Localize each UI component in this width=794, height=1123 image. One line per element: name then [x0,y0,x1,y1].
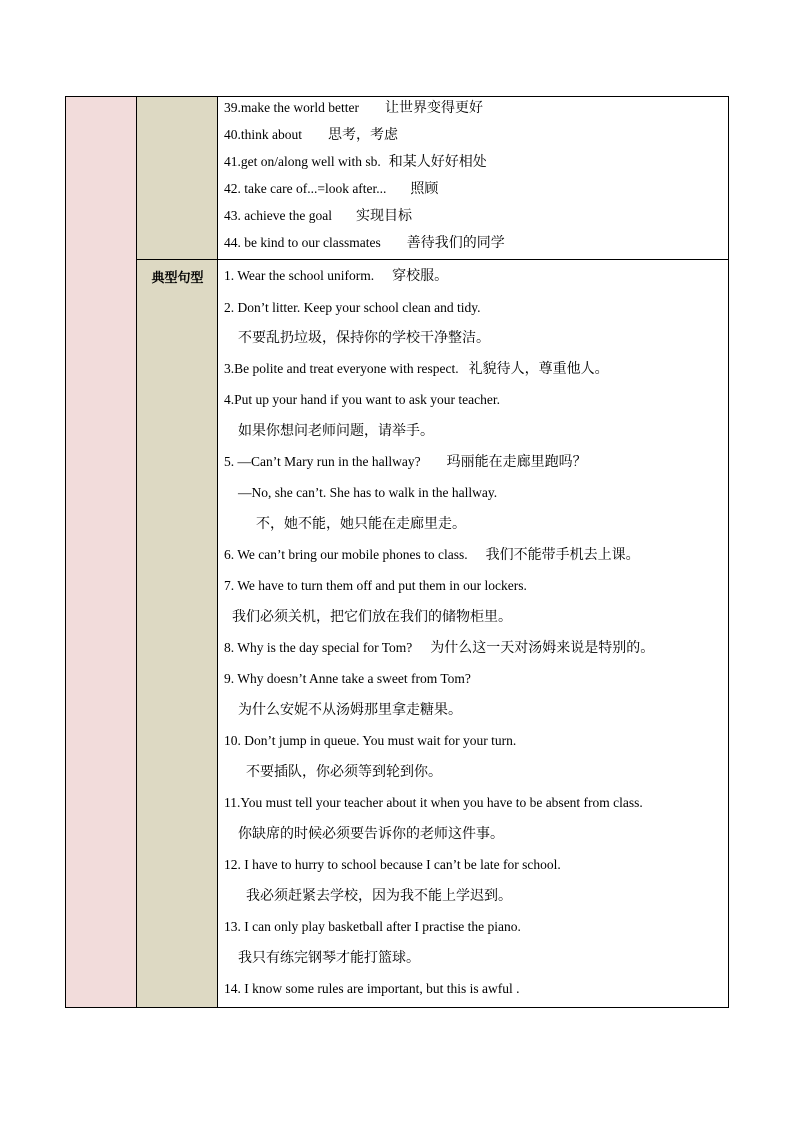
english-text: 4.Put up your hand if you want to ask your teacher. [224,392,500,407]
chinese-text: 不，她不能，她只能在走廊里走。 [256,516,466,532]
chinese-text: 我们不能带手机去上课。 [485,547,640,563]
list-item [224,299,480,317]
list-item [224,918,521,936]
chinese-text: 你缺席的时候必须要告诉你的老师这件事。 [238,826,504,842]
chinese-text: 为什么这一天对汤姆来说是特别的。 [430,640,655,656]
list-item [238,422,434,440]
chinese-text: 穿校服。 [392,268,449,284]
list-item [224,180,438,198]
list-item [224,99,483,117]
list-item [256,515,466,533]
chinese-text: 让世界变得更好 [384,100,483,116]
chinese-text: 不要乱扔垃圾，保持你的学校干净整洁。 [238,330,490,346]
list-item [238,949,420,967]
english-text: 1. Wear the school uniform. [224,268,375,283]
chinese-text: 我必须赶紧去学校，因为我不能上学迟到。 [246,888,512,904]
list-item [238,329,490,347]
list-item [224,360,609,378]
chinese-text: 如果你想问老师问题，请举手。 [238,423,434,439]
english-text: 43. achieve the goal [224,208,332,223]
list-item [224,126,398,144]
english-text: 44. be kind to our classmates [224,235,381,250]
english-text: 13. I can only play basketball after I practise the piano. [224,919,521,934]
english-text: 5. —Can’t Mary run in the hallway? [224,454,421,469]
english-text: 10. Don’t jump in queue. You must wait for your turn. [224,733,517,748]
row-divider [137,259,728,260]
chinese-text: 思考，考虑 [328,127,398,143]
chinese-text: 玛丽能在走廊里跑吗？ [446,454,587,470]
list-item [224,732,516,750]
list-item [224,267,448,285]
chinese-text: 为什么安妮不从汤姆那里拿走糖果。 [238,702,462,718]
english-text: 3.Be polite and treat everyone with respect. [224,361,459,376]
chinese-text: 礼貌待人，尊重他人。 [468,361,609,377]
list-item [238,484,497,502]
chinese-text: 实现目标 [355,208,412,224]
english-text: 39.make the world better [224,100,359,115]
list-item [238,701,462,719]
list-item [224,546,640,564]
english-text: 9. Why doesn’t Anne take a sweet from Tom? [224,671,471,686]
list-item [224,391,500,409]
chinese-text: 我们必须关机，把它们放在我们的储物柜里。 [232,609,512,625]
chinese-text: 照顾 [410,181,439,197]
list-item [238,825,504,843]
english-text: 41.get on/along well with sb. [224,154,381,169]
chinese-text: 善待我们的同学 [406,235,505,251]
section-label-typical-sentences: 典型句型 [151,271,204,286]
chinese-text: 和某人好好相处 [388,154,487,170]
list-item [232,608,512,626]
english-text: 12. I have to hurry to school because I can’t be late for school. [224,857,561,872]
english-text: 11.You must tell your teacher about it when you have to be absent from class. [224,795,643,810]
english-text: 40.think about [224,127,302,142]
vocabulary-table [65,96,729,1008]
list-item [224,453,587,471]
english-text: 2. Don’t litter. Keep your school clean and tidy. [224,300,481,315]
chinese-text: 我只有练完钢琴才能打篮球。 [238,950,420,966]
list-item [224,153,487,171]
english-text: 7. We have to turn them off and put them in our lockers. [224,578,527,593]
list-item [246,763,442,781]
english-text: 42. take care of...=look after... [224,181,387,196]
table-column-section [137,97,218,1007]
english-text: 6. We can’t bring our mobile phones to class. [224,547,468,562]
english-text: 8. Why is the day special for Tom? [224,640,413,655]
table-column-category [66,97,137,1007]
list-item [224,639,654,657]
list-item [224,980,519,998]
list-item [224,670,471,688]
english-text: —No, she can’t. She has to walk in the hallway. [238,485,498,500]
list-item [224,234,505,252]
list-item [224,207,412,225]
list-item [246,887,512,905]
list-item [224,577,527,595]
list-item [224,856,561,874]
list-item [224,794,643,812]
chinese-text: 不要插队，你必须等到轮到你。 [246,764,442,780]
english-text: 14. I know some rules are important, but this is awful . [224,981,520,996]
